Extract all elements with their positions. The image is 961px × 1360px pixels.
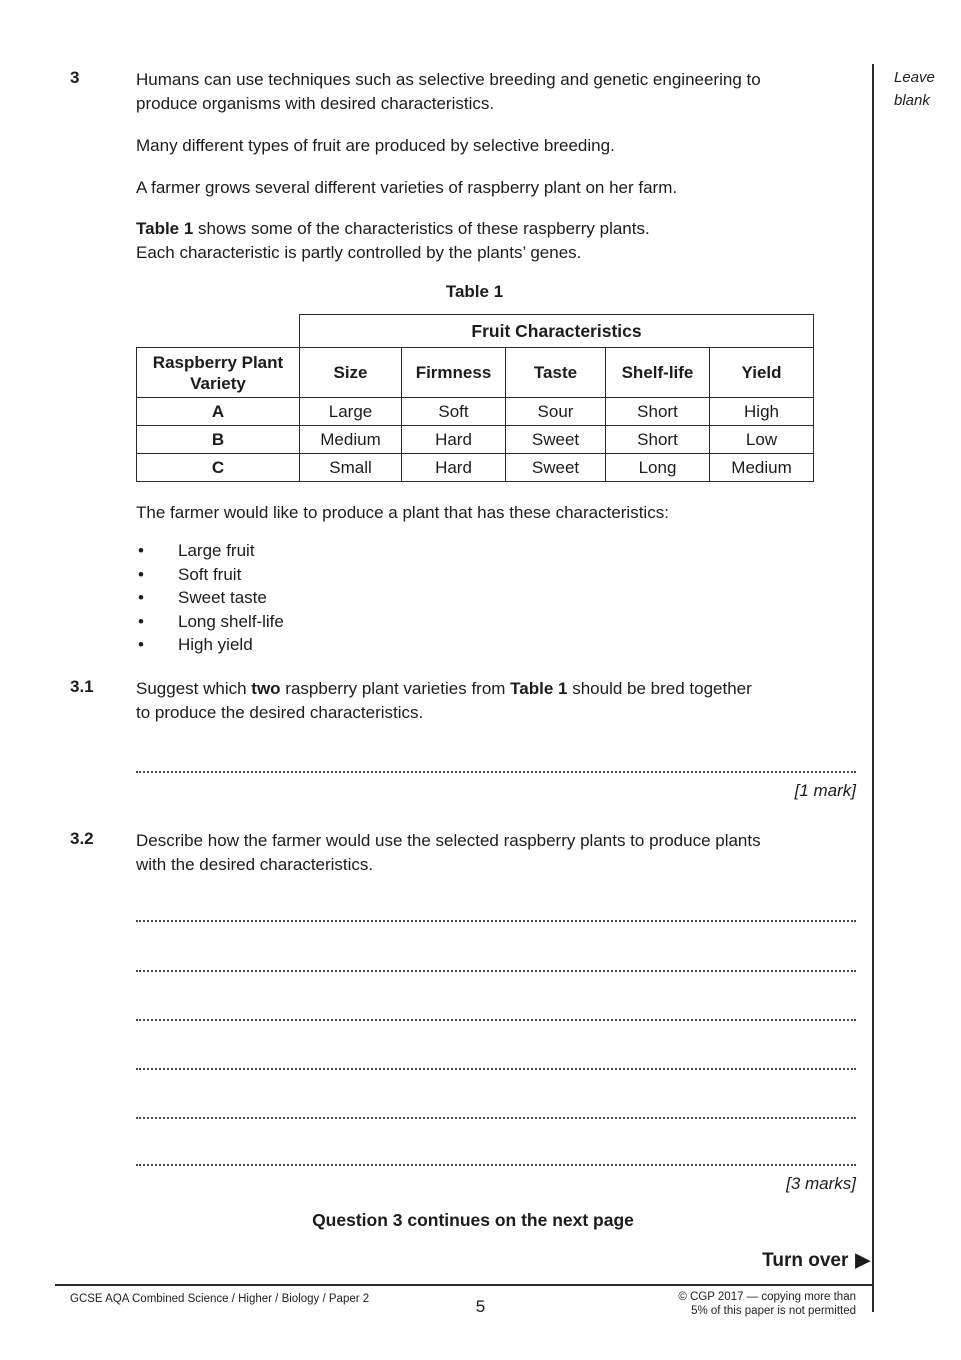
q32-line2: with the desired characteristics. bbox=[136, 854, 374, 874]
table-span-header: Fruit Characteristics bbox=[300, 315, 814, 348]
firmness-cell: Hard bbox=[402, 426, 506, 454]
size-cell: Small bbox=[300, 454, 402, 482]
answer-line bbox=[136, 970, 856, 972]
variety-cell: B bbox=[137, 426, 300, 454]
question-intro bbox=[136, 68, 850, 264]
table-corner-header: Raspberry Plant Variety bbox=[137, 348, 300, 398]
page-number: 5 bbox=[475, 1297, 486, 1316]
question-number: 3 bbox=[70, 68, 80, 87]
turn-over-arrow-icon: ▶ bbox=[855, 1250, 870, 1271]
continuation-note: Question 3 continues on the next page bbox=[312, 1210, 634, 1230]
leave-blank-line1: Leave bbox=[894, 69, 935, 86]
subquestion-number: 3.2 bbox=[70, 829, 94, 848]
size-cell: Medium bbox=[300, 426, 402, 454]
column-header-yield: Yield bbox=[710, 348, 814, 398]
leave-blank-line2: blank bbox=[894, 92, 930, 109]
column-header-firmness: Firmness bbox=[402, 348, 506, 398]
yield-cell: High bbox=[710, 398, 814, 426]
column-header-taste: Taste bbox=[506, 348, 606, 398]
intro-paragraph-4 bbox=[136, 217, 850, 264]
q31-bold-table-1: Table 1 bbox=[510, 679, 568, 698]
list-item: • Soft fruit bbox=[136, 563, 636, 587]
variety-cell: C bbox=[137, 454, 300, 482]
table-corner-spacer bbox=[137, 315, 300, 348]
q31-line2: to produce the desired characteristics. bbox=[136, 702, 424, 722]
taste-cell: Sweet bbox=[506, 454, 606, 482]
turn-over-label bbox=[136, 1249, 870, 1272]
marks-label: [3 marks] bbox=[786, 1174, 856, 1193]
table-row bbox=[137, 398, 814, 426]
q31-bold-two: two bbox=[251, 679, 281, 698]
taste-cell: Sweet bbox=[506, 426, 606, 454]
answer-line bbox=[136, 1164, 856, 1166]
q31-text-3: should be bred together bbox=[567, 679, 752, 698]
list-item: • Long shelf-life bbox=[136, 610, 636, 634]
yield-cell: Low bbox=[710, 426, 814, 454]
footer-paper-title: GCSE AQA Combined Science / Higher / Biology / Paper 2 bbox=[70, 1293, 370, 1305]
question-3-2-text bbox=[136, 829, 850, 876]
table-1 bbox=[136, 314, 814, 482]
answer-line bbox=[136, 920, 856, 922]
column-header-size: Size bbox=[300, 348, 402, 398]
list-item: • High yield bbox=[136, 633, 636, 657]
intro-paragraph-1 bbox=[136, 68, 850, 115]
intro-p4-rest: shows some of the characteristics of these raspberry plants. bbox=[193, 219, 650, 238]
table-row bbox=[137, 426, 814, 454]
answer-line bbox=[136, 1019, 856, 1021]
table-title: Table 1 bbox=[445, 282, 504, 301]
intro-p1-line2: produce organisms with desired characteristics. bbox=[136, 93, 495, 113]
turn-over-text: Turn over bbox=[762, 1250, 849, 1271]
desired-intro: The farmer would like to produce a plant that has these characteristics: bbox=[136, 503, 669, 522]
firmness-cell: Hard bbox=[402, 454, 506, 482]
yield-cell: Medium bbox=[710, 454, 814, 482]
table-1-reference: Table 1 bbox=[136, 219, 194, 238]
shelf-life-cell: Short bbox=[606, 398, 710, 426]
intro-paragraph-2: Many different types of fruit are produced by selective breeding. bbox=[136, 136, 615, 155]
margin-rule bbox=[872, 64, 874, 1312]
q32-line1: Describe how the farmer would use the selected raspberry plants to produce plants bbox=[136, 831, 761, 850]
table-row bbox=[137, 454, 814, 482]
copyright-line1: © CGP 2017 — copying more than bbox=[678, 1291, 856, 1303]
taste-cell: Sour bbox=[506, 398, 606, 426]
answer-line bbox=[136, 1068, 856, 1070]
marks-label: [1 mark] bbox=[794, 781, 856, 800]
intro-paragraph-3: A farmer grows several different varieties of raspberry plant on her farm. bbox=[136, 177, 678, 197]
leave-blank-note bbox=[894, 66, 935, 112]
firmness-cell: Soft bbox=[402, 398, 506, 426]
question-3-1-text bbox=[136, 677, 850, 724]
footer-rule bbox=[55, 1284, 873, 1286]
q31-text-2: raspberry plant varieties from bbox=[280, 679, 511, 698]
subquestion-number: 3.1 bbox=[70, 677, 94, 696]
answer-line bbox=[136, 771, 856, 773]
q31-text-1: Suggest which bbox=[136, 679, 252, 698]
list-item: • Large fruit bbox=[136, 539, 636, 563]
variety-cell: A bbox=[137, 398, 300, 426]
column-header-shelf-life: Shelf-life bbox=[606, 348, 710, 398]
size-cell: Large bbox=[300, 398, 402, 426]
answer-line bbox=[136, 1117, 856, 1119]
shelf-life-cell: Long bbox=[606, 454, 710, 482]
list-item: • Sweet taste bbox=[136, 586, 636, 610]
desired-characteristics-list bbox=[136, 539, 636, 657]
shelf-life-cell: Short bbox=[606, 426, 710, 454]
footer-copyright bbox=[678, 1290, 856, 1318]
intro-p4-line2: Each characteristic is partly controlled by the plants’ genes. bbox=[136, 242, 582, 262]
intro-p1-line1: Humans can use techniques such as selective breeding and genetic engineering to bbox=[136, 70, 761, 89]
copyright-line2: 5% of this paper is not permitted bbox=[691, 1305, 856, 1317]
